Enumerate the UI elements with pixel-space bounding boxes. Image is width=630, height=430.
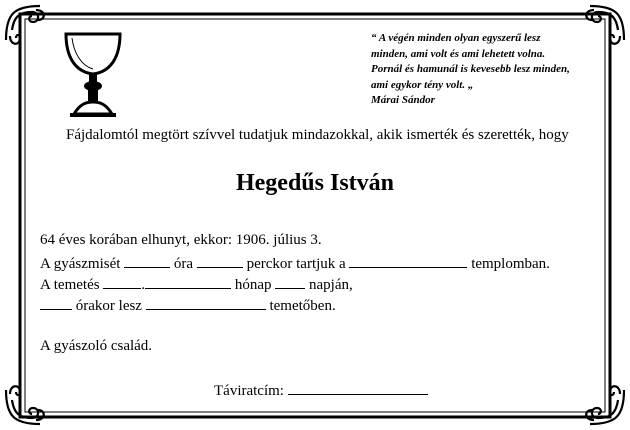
mass-line — [40, 254, 550, 273]
mass-hour-label: óra — [173, 256, 194, 272]
funeral-line — [40, 275, 353, 294]
mass-prefix: A gyászmisét — [40, 256, 121, 272]
deceased-name: Hegedűs István — [235, 170, 395, 196]
mass-minute-blank[interactable] — [197, 254, 243, 268]
mass-hour-blank[interactable] — [124, 254, 170, 268]
quote-line: minden, ami volt és ami lehetett volna. — [371, 47, 546, 60]
funeral-time-line — [40, 296, 336, 315]
telegram-address-blank[interactable] — [288, 381, 428, 395]
church-blank[interactable] — [349, 254, 467, 268]
quote-line: “ A végén minden olyan egyszerű lesz — [371, 32, 541, 44]
telegram-label: Táviratcím: — [214, 383, 284, 399]
funeral-dot: . — [141, 277, 146, 293]
age-line: 64 éves korában elhunyt, ekkor: 1906. július 3. — [40, 232, 322, 248]
funeral-hour-blank[interactable] — [40, 296, 72, 310]
funeral-day-label: napján, — [309, 277, 353, 293]
quote-block — [371, 31, 621, 109]
chalice-icon — [58, 28, 128, 120]
quote-line: ami egykor tény volt. „ — [371, 78, 474, 91]
cemetery-blank[interactable] — [146, 296, 266, 310]
mass-suffix: templomban. — [471, 256, 550, 272]
quote-line: Pornál és hamunál is kevesebb lesz minden, — [371, 63, 570, 75]
funeral-month-label: hónap — [234, 277, 272, 293]
quote-author: Márai Sándor — [371, 94, 435, 106]
family-signature: A gyászoló család. — [40, 338, 153, 354]
funeral-day-blank[interactable] — [275, 275, 305, 289]
funeral-place-label: temetőben. — [269, 298, 336, 314]
telegram-address — [214, 381, 428, 400]
funeral-prefix: A temetés — [40, 277, 100, 293]
mass-minute-label: perckor tartjuk a — [246, 256, 346, 272]
intro-text: Fájdalomtól megtört szívvel tudatjuk mindazokkal, akik ismerték és szerették, hogy — [66, 127, 569, 143]
funeral-time-label: órakor lesz — [75, 298, 142, 314]
funeral-year-blank[interactable] — [103, 275, 141, 289]
funeral-month-blank[interactable] — [145, 275, 231, 289]
